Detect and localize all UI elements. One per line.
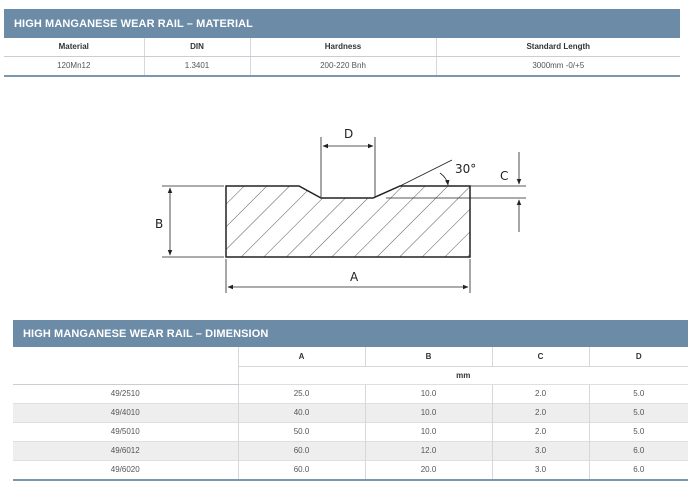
cell-a: 60.0	[238, 460, 365, 479]
dimension-header-row	[13, 347, 688, 366]
cell-b: 10.0	[365, 422, 492, 441]
material-bottom-rule	[4, 75, 680, 77]
material-header-row	[4, 38, 680, 56]
material-cell-hardness: 200-220 Bnh	[250, 56, 436, 75]
cell-b: 10.0	[365, 403, 492, 422]
material-cell-material: 120Mn12	[4, 56, 144, 75]
cell-a: 60.0	[238, 441, 365, 460]
label-c: C	[500, 169, 509, 183]
dimension-col-size	[13, 347, 238, 366]
material-panel	[4, 9, 680, 77]
cell-c: 2.0	[492, 403, 589, 422]
dimension-rows	[13, 384, 688, 479]
cell-size: 49/5010	[13, 422, 238, 441]
unit-row-blank	[13, 366, 238, 384]
table-row	[13, 403, 688, 422]
unit-label: mm	[238, 366, 688, 384]
dimension-unit-row	[13, 366, 688, 384]
material-col-hardness: Hardness	[250, 38, 436, 56]
rail-cross-section-drawing	[150, 120, 550, 300]
dimension-panel	[13, 320, 688, 481]
cell-a: 40.0	[238, 403, 365, 422]
dimension-col-b: B	[365, 347, 492, 366]
material-cell-length: 3000mm -0/+5	[532, 61, 585, 71]
cell-d: 5.0	[589, 384, 688, 403]
material-col-material: Material	[4, 38, 144, 56]
dimension-title: HIGH MANGANESE WEAR RAIL – DIMENSION	[13, 320, 688, 347]
cell-b: 20.0	[365, 460, 492, 479]
material-col-length: Standard Length	[436, 38, 680, 56]
material-cell-din: 1.3401	[144, 56, 250, 75]
label-b: B	[155, 217, 164, 231]
cell-size: 49/6012	[13, 441, 238, 460]
cell-a: 50.0	[238, 422, 365, 441]
cell-c: 2.0	[492, 422, 589, 441]
label-d: D	[344, 127, 354, 141]
table-row	[13, 441, 688, 460]
dimension-col-d: D	[589, 347, 688, 366]
dimension-col-a: A	[238, 347, 365, 366]
cell-d: 6.0	[589, 441, 688, 460]
table-row	[13, 460, 688, 479]
table-row	[13, 422, 688, 441]
cell-size: 49/2510	[13, 384, 238, 403]
rail-profile	[226, 186, 470, 257]
cell-b: 12.0	[365, 441, 492, 460]
cell-c: 3.0	[492, 441, 589, 460]
material-table	[4, 38, 680, 75]
material-col-din: DIN	[144, 38, 250, 56]
table-row	[13, 384, 688, 403]
angle-30	[400, 160, 476, 186]
cell-c: 3.0	[492, 460, 589, 479]
dimension-a	[226, 259, 470, 293]
material-row	[4, 56, 680, 75]
label-a: A	[350, 270, 359, 284]
dimension-d	[321, 127, 375, 197]
cell-d: 6.0	[589, 460, 688, 479]
cell-c: 2.0	[492, 384, 589, 403]
dimension-table	[13, 347, 688, 479]
dimension-col-c: C	[492, 347, 589, 366]
cell-size: 49/4010	[13, 403, 238, 422]
cell-size: 49/6020	[13, 460, 238, 479]
label-angle: 30°	[455, 162, 477, 176]
cell-a: 25.0	[238, 384, 365, 403]
cell-d: 5.0	[589, 422, 688, 441]
cell-b: 10.0	[365, 384, 492, 403]
material-title: HIGH MANGANESE WEAR RAIL – MATERIAL	[4, 9, 680, 38]
dimension-b	[155, 186, 224, 257]
dimension-bottom-rule	[13, 479, 688, 481]
cell-d: 5.0	[589, 403, 688, 422]
